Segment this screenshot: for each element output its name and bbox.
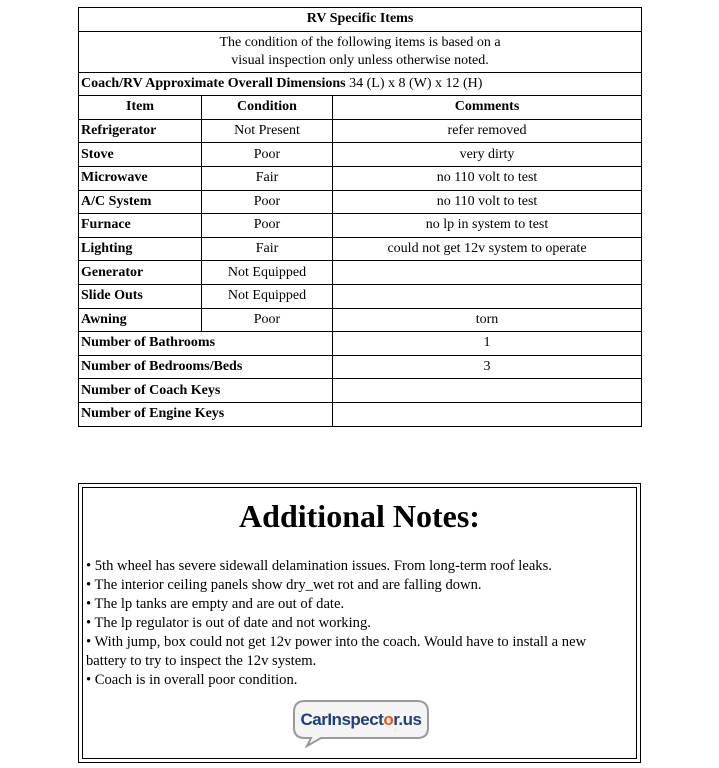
row-comment: very dirty (333, 143, 642, 167)
note-item: • With jump, box could not get 12v power into the coach. Would have to install a new battery to try to inspect the 12v system. (86, 634, 587, 669)
logo-text (291, 710, 431, 730)
notes-title: Additional Notes: (239, 498, 480, 534)
note-item: • The lp regulator is out of date and not working. (86, 615, 371, 631)
table-title: RV Specific Items (79, 8, 642, 32)
count-row (79, 379, 642, 403)
table-row (79, 214, 642, 238)
row-comment: no lp in system to test (333, 214, 642, 238)
count-label: Number of Engine Keys (79, 402, 333, 426)
header-item: Item (79, 96, 202, 120)
note-item: • The lp tanks are empty and are out of date. (86, 596, 345, 612)
table-row (79, 308, 642, 332)
intro-line-1: The condition of the following items is based on a (219, 34, 501, 50)
row-condition: Fair (202, 166, 333, 190)
count-row (79, 402, 642, 426)
table-row (79, 261, 642, 285)
row-comment: no 110 volt to test (333, 190, 642, 214)
row-comment: torn (333, 308, 642, 332)
row-comment: no 110 volt to test (333, 166, 642, 190)
count-value: 3 (333, 355, 642, 379)
row-item: Slide Outs (79, 284, 202, 308)
row-item: Microwave (79, 166, 202, 190)
row-comment (333, 284, 642, 308)
count-value (333, 379, 642, 403)
row-condition: Poor (202, 308, 333, 332)
row-item: Lighting (79, 237, 202, 261)
dimensions-row (79, 72, 642, 96)
row-item: Furnace (79, 214, 202, 238)
row-condition: Poor (202, 190, 333, 214)
table-row (79, 143, 642, 167)
row-condition: Not Present (202, 119, 333, 143)
additional-notes-box (78, 483, 641, 763)
row-condition: Fair (202, 237, 333, 261)
table-row (79, 190, 642, 214)
row-condition: Poor (202, 214, 333, 238)
header-comments: Comments (333, 96, 642, 120)
rv-specific-items-table (78, 7, 642, 427)
note-item: • 5th wheel has severe sidewall delamination issues. From long-term roof leaks. (86, 558, 552, 574)
notes-list (86, 557, 630, 690)
row-comment: could not get 12v system to operate (333, 237, 642, 261)
row-item: Refrigerator (79, 119, 202, 143)
header-condition: Condition (202, 96, 333, 120)
table-row (79, 119, 642, 143)
intro-line-2: visual inspection only unless otherwise noted. (231, 52, 489, 68)
table-row (79, 284, 642, 308)
logo-part-2: o (383, 710, 394, 729)
count-label: Number of Coach Keys (79, 379, 333, 403)
dimensions-label: Coach/RV Approximate Overall Dimensions (81, 75, 346, 91)
row-item: Generator (79, 261, 202, 285)
count-label: Number of Bathrooms (79, 332, 333, 356)
note-item: • The interior ceiling panels show dry_wet rot and are falling down. (86, 577, 482, 593)
row-comment (333, 261, 642, 285)
count-row (79, 332, 642, 356)
note-item: • Coach is in overall poor condition. (86, 672, 298, 688)
count-label: Number of Bedrooms/Beds (79, 355, 333, 379)
row-item: A/C System (79, 190, 202, 214)
row-item: Stove (79, 143, 202, 167)
dimensions-value: 34 (L) x 8 (W) x 12 (H) (349, 75, 483, 91)
row-item: Awning (79, 308, 202, 332)
count-value: 1 (333, 332, 642, 356)
table-row (79, 237, 642, 261)
count-row (79, 355, 642, 379)
notes-inner-frame (82, 487, 637, 759)
table-row (79, 166, 642, 190)
logo-part-1: CarInspect (300, 710, 384, 729)
row-condition: Not Equipped (202, 261, 333, 285)
logo-part-3: r.us (393, 710, 422, 729)
row-condition: Poor (202, 143, 333, 167)
row-condition: Not Equipped (202, 284, 333, 308)
count-value (333, 402, 642, 426)
carinspector-logo (291, 698, 431, 748)
row-comment: refer removed (333, 119, 642, 143)
table-intro (79, 31, 642, 72)
